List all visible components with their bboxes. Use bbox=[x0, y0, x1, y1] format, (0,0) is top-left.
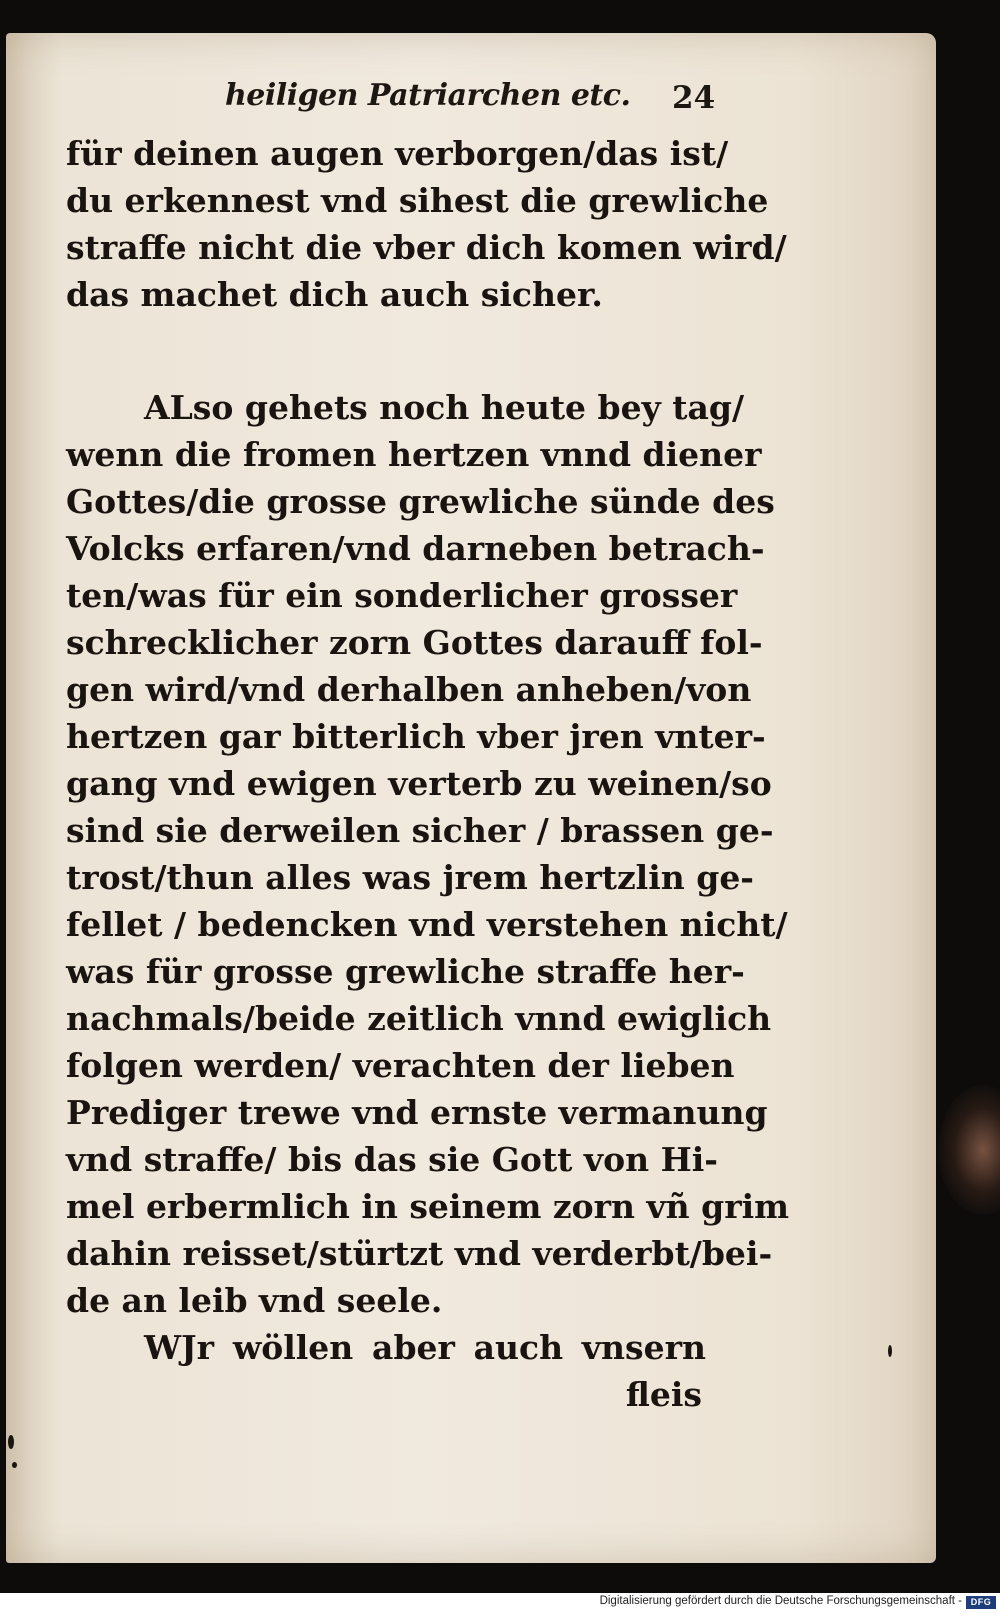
text-line: Prediger trewe vnd ernste vermanung bbox=[66, 1093, 768, 1132]
text-line: Gottes/die grosse grewliche sünde des bbox=[66, 482, 775, 521]
paragraph-1 bbox=[66, 130, 787, 318]
text-line: gang vnd ewigen verterb zu weinen/so bbox=[66, 764, 772, 803]
body-text bbox=[66, 130, 790, 1418]
page-number: 24 bbox=[672, 80, 716, 116]
ink-speck bbox=[888, 1345, 892, 1357]
paragraph-gap bbox=[66, 318, 706, 384]
running-head: heiligen Patriarchen etc. bbox=[225, 78, 631, 113]
paragraph-2 bbox=[66, 384, 790, 1324]
text-line: de an leib vnd seele. bbox=[66, 1281, 443, 1320]
dfg-logo-icon: DFG bbox=[966, 1596, 996, 1609]
text-line: du erkennest vnd sihest die grewliche bbox=[66, 181, 769, 220]
text-line: das machet dich auch sicher. bbox=[66, 275, 603, 314]
digitization-footer bbox=[0, 1593, 1000, 1614]
text-line: straffe nicht die vber dich komen wird/ bbox=[66, 228, 787, 267]
page-edge-shadow bbox=[938, 1085, 1000, 1215]
text-line: Volcks erfaren/vnd darneben betrach- bbox=[66, 529, 765, 568]
text-line: wenn die fromen hertzen vnnd diener bbox=[66, 435, 762, 474]
funding-credit: Digitalisierung gefördert durch die Deutsche Forschungsgemeinschaft - bbox=[599, 1595, 962, 1607]
text-line: fellet / bedencken vnd verstehen nicht/ bbox=[66, 905, 788, 944]
text-line: WJr wöllen aber auch vnsern bbox=[144, 1328, 706, 1367]
text-line: hertzen gar bitterlich vber jren vnter- bbox=[66, 717, 766, 756]
text-line: gen wird/vnd derhalben anheben/von bbox=[66, 670, 752, 709]
text-line: mel erbermlich in seinem zorn vñ grim bbox=[66, 1187, 790, 1226]
text-line: für deinen augen verborgen/das ist/ bbox=[66, 134, 729, 173]
text-line: folgen werden/ verachten der lieben bbox=[66, 1046, 735, 1085]
text-line: ten/was für ein sonderlicher grosser bbox=[66, 576, 738, 615]
text-line: ALso gehets noch heute bey tag/ bbox=[144, 388, 745, 427]
text-line: trost/thun alles was jrem hertzlin ge- bbox=[66, 858, 755, 897]
text-line: dahin reisset/stürtzt vnd verderbt/bei- bbox=[66, 1234, 773, 1273]
text-line: schrecklicher zorn Gottes darauff fol- bbox=[66, 623, 763, 662]
text-line: vnd straffe/ bis das sie Gott von Hi- bbox=[66, 1140, 718, 1179]
ink-speck bbox=[8, 1435, 14, 1449]
catchword: fleis bbox=[625, 1375, 702, 1414]
text-line: sind sie derweilen sicher / brassen ge- bbox=[66, 811, 774, 850]
paragraph-3 bbox=[66, 1324, 706, 1371]
text-line: nachmals/beide zeitlich vnnd ewiglich bbox=[66, 999, 772, 1038]
ink-speck bbox=[12, 1462, 17, 1468]
text-line: was für grosse grewliche straffe her- bbox=[66, 952, 745, 991]
